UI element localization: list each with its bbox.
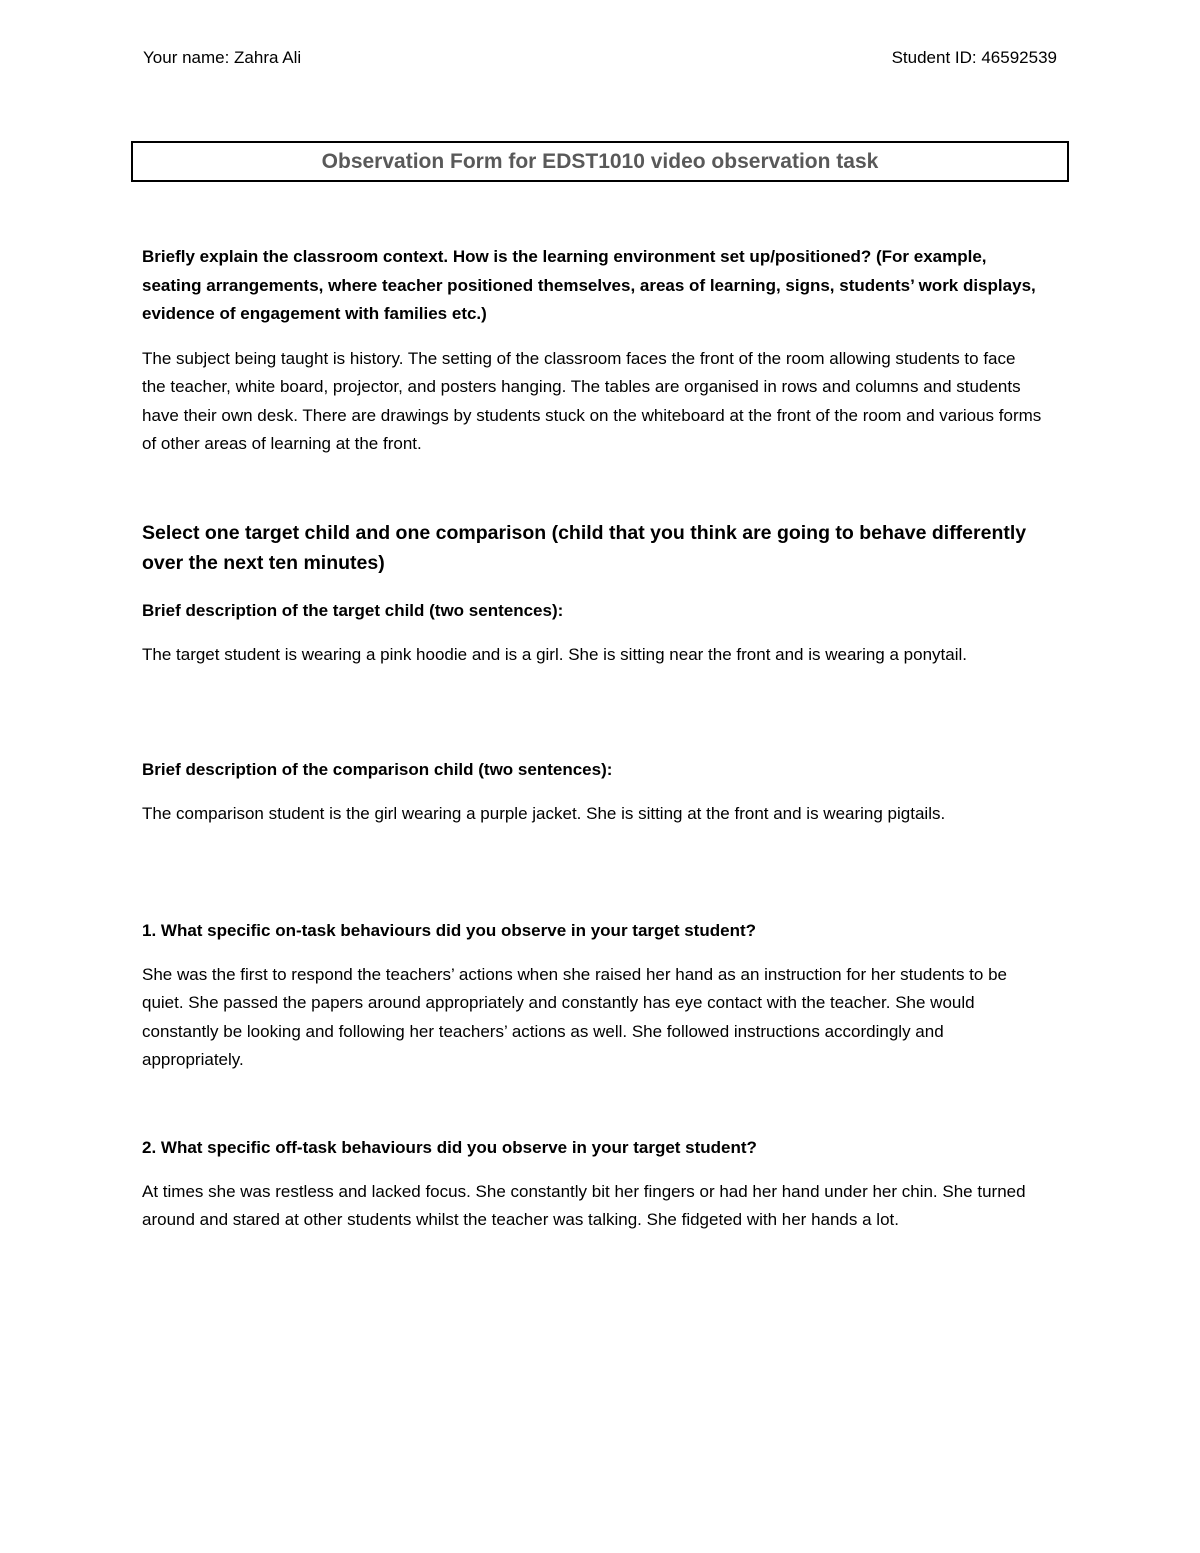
on-task-answer: She was the first to respond the teachers’ actions when she raised her hand as an instruction for her students to be quiet. She passed the papers around appropriately and constantly has eye contact with the teacher. She would constantly be looking and following her teachers’ actions as well. She followed instructions accordingly and appropriately. <box>142 964 1007 1069</box>
selection-heading: Select one target child and one comparison (child that you think are going to behave differently over the next ten minutes) <box>142 522 1027 574</box>
classroom-context-question: Briefly explain the classroom context. How is the learning environment set up/positioned? (For example, seating arrangements, where teacher positioned themselves, areas of learning, signs, students’ work displays, evidence of engagement with families etc.) <box>142 247 1036 323</box>
comparison-child-question: Brief description of the comparison child (two sentences): <box>142 760 613 779</box>
off-task-section <box>142 1134 1042 1235</box>
student-id: Student ID: 46592539 <box>891 48 1057 67</box>
off-task-answer: At times she was restless and lacked focus. She constantly bit her fingers or had her hand under her chin. She turned around and stared at other students whilst the teacher was talking. She fidgeted with her hands a lot. <box>142 1181 1026 1229</box>
target-child-section <box>142 597 1042 669</box>
on-task-section <box>142 917 1042 1075</box>
form-title-box <box>131 141 1069 182</box>
classroom-context-answer: The subject being taught is history. The setting of the classroom faces the front of the room allowing students to face the teacher, white board, projector, and posters hanging. The tables are organised in rows and columns and students have their own desk. There are drawings by students stuck on the whiteboard at the front of the room and various forms of other areas of learning at the front. <box>142 348 1042 453</box>
classroom-context-section <box>142 243 1042 459</box>
on-task-question: 1. What specific on-task behaviours did you observe in your target student? <box>142 921 757 940</box>
target-child-answer: The target student is wearing a pink hoodie and is a girl. She is sitting near the front and is wearing a ponytail. <box>142 644 967 664</box>
form-title: Observation Form for EDST1010 video observation task <box>321 149 879 173</box>
comparison-child-section <box>142 756 1042 828</box>
selection-section <box>142 518 1042 578</box>
off-task-question: 2. What specific off-task behaviours did you observe in your target student? <box>142 1138 757 1157</box>
student-name: Your name: Zahra Ali <box>143 48 302 67</box>
target-child-question: Brief description of the target child (two sentences): <box>142 601 564 620</box>
comparison-child-answer: The comparison student is the girl wearing a purple jacket. She is sitting at the front and is wearing pigtails. <box>142 803 946 823</box>
